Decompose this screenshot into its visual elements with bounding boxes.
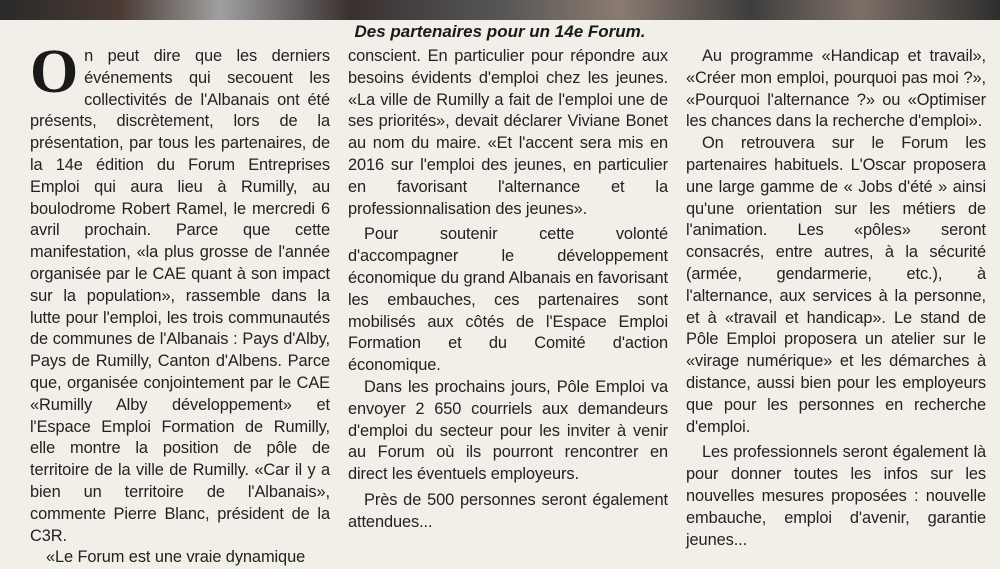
photo-caption: Des partenaires pour un 14e Forum. xyxy=(354,22,646,41)
paragraph: «Le Forum est une vraie dynamique xyxy=(46,548,306,567)
article-column-1 xyxy=(30,38,330,569)
paragraph: Dans les prochains jours, Pôle Emploi va envoyer 2 650 courriels aux demandeurs d'emploi du secteur pour les inviter à venir au Forum où ils pourront rencontrer en direct les éventuels employeurs. xyxy=(348,377,668,484)
paragraph: n peut dire que les derniers événements qui secouent les collectivités de l'Albanais ont été présents, discrètement, lors de la présentation, par tous les partenaires, de la 14e édition du Forum Entreprises Emploi qui aura lieu à Rumilly, au boulodrome Robert Ramel, le mercredi 6 avril prochain. Parce que cette manifestation, «la plus grosse de l'année organisée par le CAE quant à son impact sur la population», rassemble dans la lutte pour l'emploi, les trois communautés de communes de l'Albanais : Pays d'Alby, Pays de Rumilly, Canton d'Albens. Parce que, organisée conjointement par le CAE «Rumilly Alby développement» et l'Espace Emploi Formation de Rumilly, elle montre la position de pôle de territoire de la ville de Rumilly. «Car il y a bien un territoire de l'Albanais», commente Pierre Blanc, président de la C3R. xyxy=(30,47,330,545)
paragraph: conscient. En particulier pour répondre aux besoins évidents d'emploi chez les jeunes. «La ville de Rumilly a fait de l'emploi une de ses priorités», devait déclarer Viviane Bonet au nom du maire. «Et l'accent sera mis en 2016 sur l'emploi des jeunes, en particulier en favorisant l'alternance et la professionnalisation des jeunes». xyxy=(348,47,668,218)
article-column-3 xyxy=(686,46,986,551)
paragraph: Les professionnels seront également là pour donner toutes les infos sur les nouvelles mesures proposées : nouvelle embauche, emploi d'avenir, garantie jeunes... xyxy=(686,443,986,549)
paragraph: Pour soutenir cette volonté d'accompagner le développement économique du grand Albanais en favorisant les embauches, ces partenaires sont mobilisés aux côtés de l'Espace Emploi Formation et du Comité d'action économique. xyxy=(348,225,668,375)
paragraph: Au programme «Handicap et travail», «Créer mon emploi, pourquoi pas moi ?», «Pourquoi l'alternance ?» ou «Optimiser les chances dans la recherche d'emploi». xyxy=(686,47,986,131)
article-column-2 xyxy=(348,46,668,534)
header-photo xyxy=(0,0,1000,20)
drop-cap: O xyxy=(30,38,79,106)
paragraph: Près de 500 personnes seront également attendues... xyxy=(348,490,668,531)
paragraph: On retrouvera sur le Forum les partenaires habituels. L'Oscar proposera une large gamme de « Jobs d'été » ainsi qu'une orientation sur les métiers de l'animation. Les «pôles» seront consacrés, entre autres, à la sécurité (armée, gendarmerie, etc.), à l'alternance, aux services à la personne, et à «travail et handicap». Le stand de Pôle Emploi proposera un atelier sur le «virage numérique» et les démarches à distance, aussi bien pour les employeurs que pour les personnes en recherche d'emploi. xyxy=(686,134,986,436)
